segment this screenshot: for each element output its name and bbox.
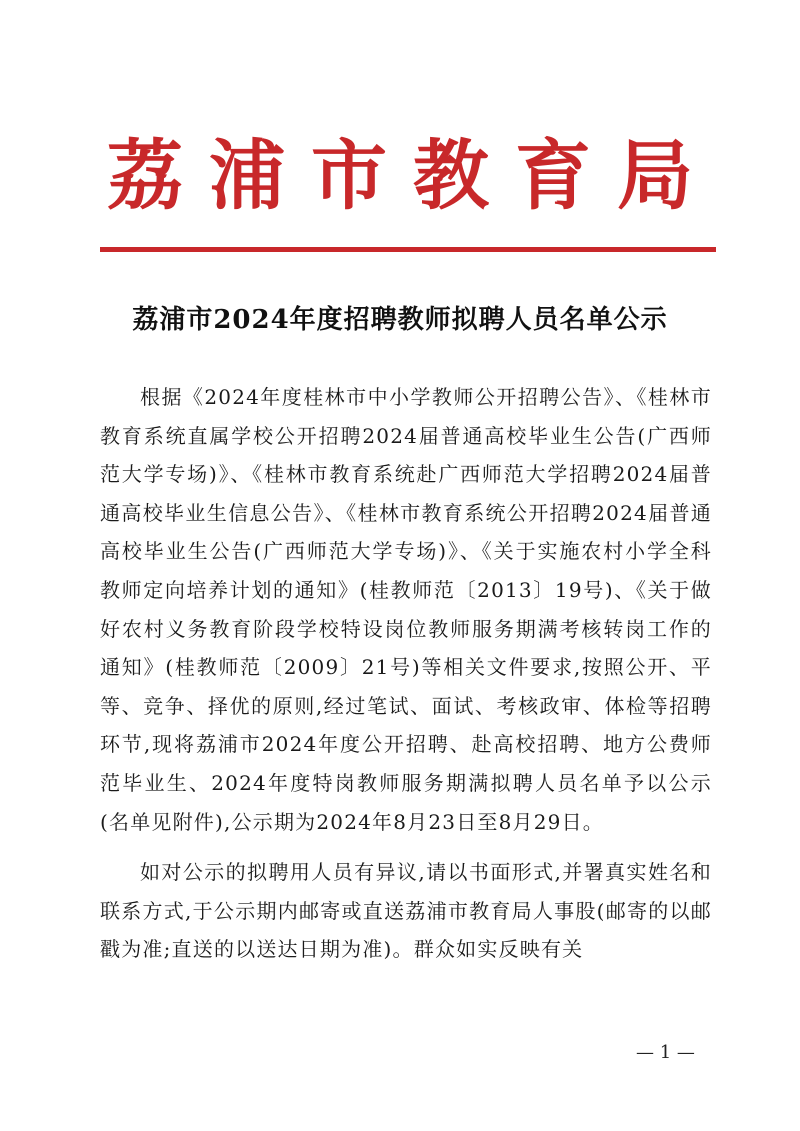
letterhead-divider	[100, 247, 716, 252]
letterhead-org-name: 荔浦市教育局	[107, 131, 719, 220]
document-body	[100, 378, 712, 981]
body-paragraph-1: 根据《2024年度桂林市中小学教师公开招聘公告》、《桂林市教育系统直属学校公开招聘2024届普通高校毕业生公告(广西师范大学专场)》、《桂林市教育系统赴广西师范大学招聘2024届普通高校毕业生信息公告》、《桂林市教育系统公开招聘2024届普通高校毕业生公告(广西师范大学专场)》、《关于实施农村小学全科教师定向培养计划的通知》(桂教师范〔2013〕19号)、《关于做好农村义务教育阶段学校特设岗位教师服务期满考核转岗工作的通知》(桂教师范〔2009〕21号)等相关文件要求,按照公开、平等、竞争、择优的原则,经过笔试、面试、考核政审、体检等招聘环节,现将荔浦市2024年度公开招聘、赴高校招聘、地方公费师范毕业生、2024年度特岗教师服务期满拟聘人员名单予以公示(名单见附件),公示期为2024年8月23日至8月29日。	[100, 385, 712, 834]
document-title: 荔浦市2024年度招聘教师拟聘人员名单公示	[132, 305, 668, 335]
body-paragraph-2: 如对公示的拟聘用人员有异议,请以书面形式,并署真实姓名和联系方式,于公示期内邮寄或直送荔浦市教育局人事股(邮寄的以邮戳为准;直送的以送达日期为准)。群众如实反映有关	[100, 860, 712, 962]
page-number: — 1 —	[636, 1042, 695, 1063]
